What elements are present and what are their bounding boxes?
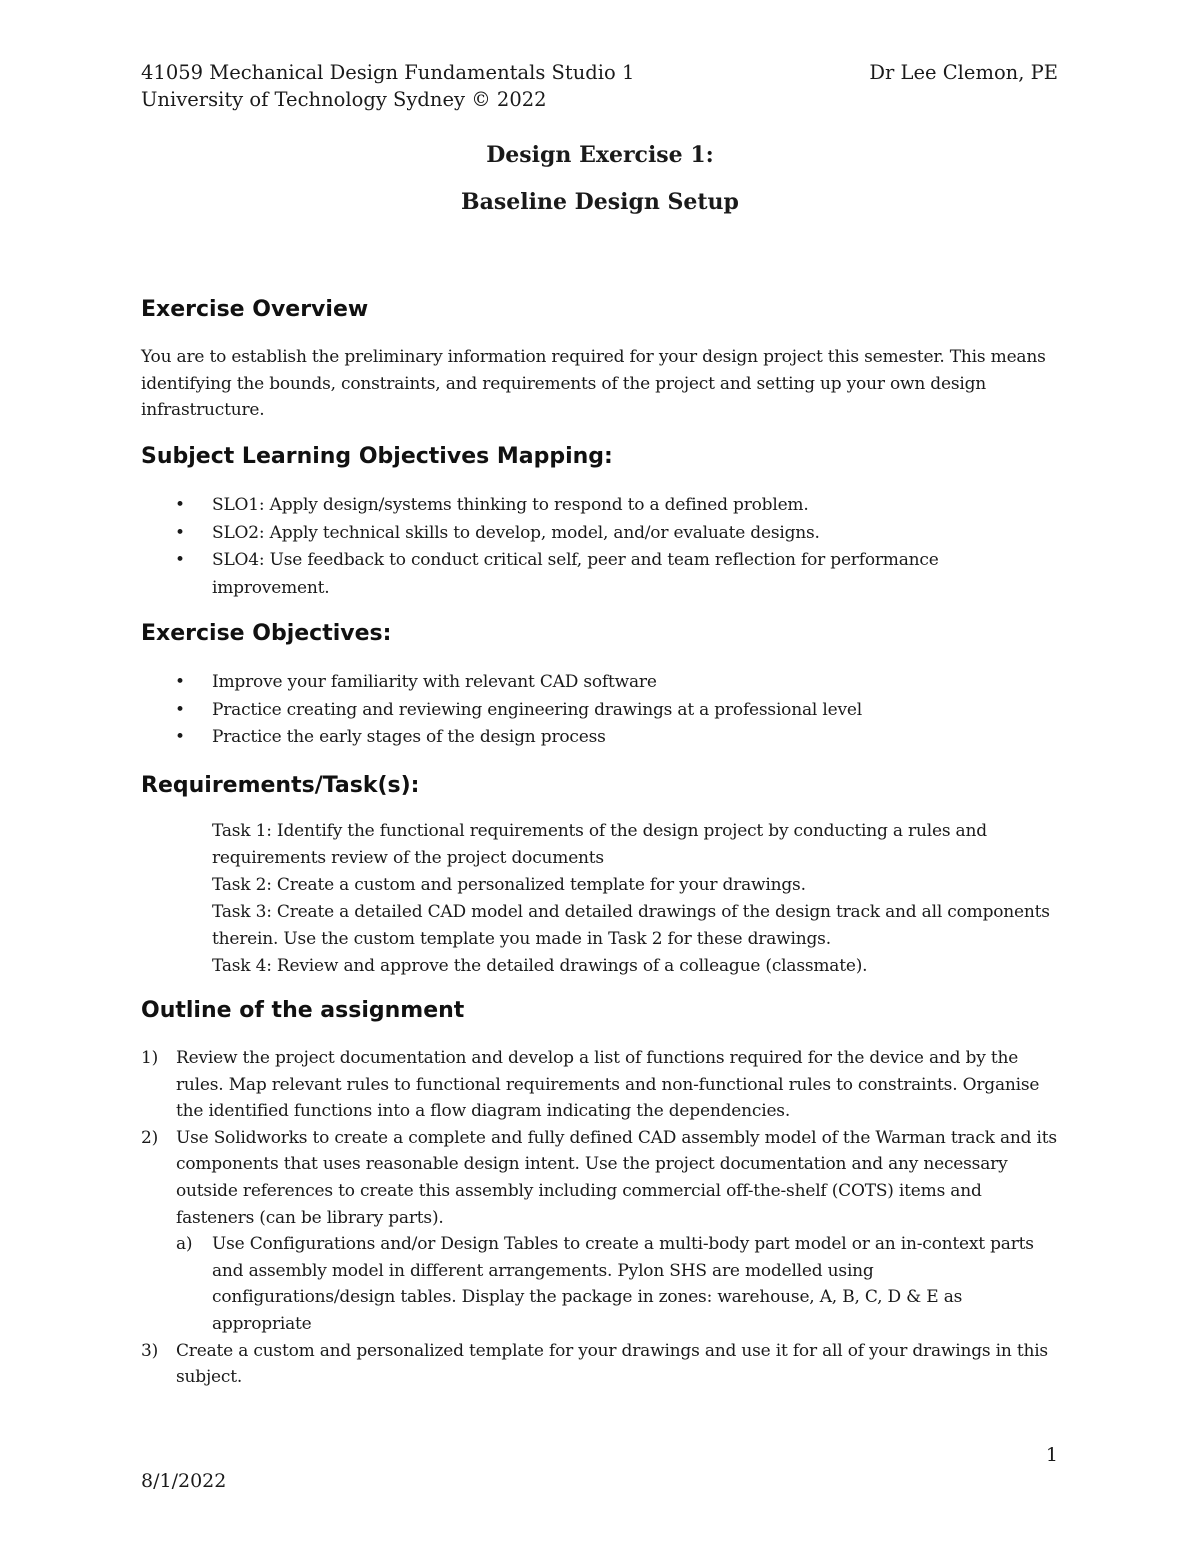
item-number: 3) xyxy=(141,1340,159,1361)
task-item: Task 3: Create a detailed CAD model and detailed drawings of the design track and all components therein. Use the custom template you made in Task 2 for these drawings. xyxy=(212,902,1050,949)
outline-sublist xyxy=(176,1231,1061,1337)
course-title: 41059 Mechanical Design Fundamentals Studio 1 xyxy=(141,61,635,84)
slo-list xyxy=(141,492,1061,602)
page-number: 1 xyxy=(1045,1444,1058,1466)
list-item: • SLO1: Apply design/systems thinking to respond to a defined problem. xyxy=(141,492,1061,520)
author-name: Dr Lee Clemon, PE xyxy=(869,61,1058,84)
document-title: Design Exercise 1: xyxy=(486,142,714,168)
item-number: 2) xyxy=(141,1127,159,1148)
item-text: Use Solidworks to create a complete and fully defined CAD assembly model of the Warman track and its components that uses reasonable design intent. Use the project documentation and any necessary outside references to create this assembly including commercial off-the-shelf (COTS) items and fasteners (can be library parts). xyxy=(176,1127,1057,1228)
bullet-icon: • xyxy=(175,495,185,515)
task-item: Task 1: Identify the functional requirements of the design project by conducting a rules and requirements review of the project documents xyxy=(212,821,987,868)
bullet-icon: • xyxy=(175,522,185,543)
list-item: • Practice creating and reviewing engineering drawings at a professional level xyxy=(141,697,1061,725)
document-subtitle: Baseline Design Setup xyxy=(461,189,739,215)
list-item: • Practice the early stages of the design process xyxy=(141,724,1061,752)
requirements-heading: Requirements/Task(s): xyxy=(141,773,420,798)
task-item: Task 4: Review and approve the detailed drawings of a colleague (classmate). xyxy=(212,956,868,976)
bullet-icon: • xyxy=(175,672,185,692)
item-text: Create a custom and personalized template for your drawings and use it for all of your drawings in this subject. xyxy=(176,1340,1048,1388)
outline-subitem xyxy=(176,1231,1061,1337)
item-number: 1) xyxy=(141,1048,159,1068)
bullet-icon: • xyxy=(175,727,185,747)
subitem-letter: a) xyxy=(176,1234,193,1255)
bullet-icon: • xyxy=(175,699,185,720)
subitem-text: Use Configurations and/or Design Tables to create a multi-body part model or an in-context parts and assembly model in different arrangements. Pylon SHS are modelled using configurations/design tables. Display the package in zones: warehouse, A, B, C, D & E as appropriate xyxy=(212,1234,1034,1334)
outline-item xyxy=(141,1045,1061,1125)
outline-heading: Outline of the assignment xyxy=(141,998,465,1023)
list-item: • SLO2: Apply technical skills to develop, model, and/or evaluate designs. xyxy=(141,520,1061,548)
bullet-icon: • xyxy=(175,550,185,570)
list-item: • SLO4: Use feedback to conduct critical self, peer and team reflection for performance improvement. xyxy=(141,547,1061,602)
overview-text: You are to establish the preliminary information required for your design project this semester. This means identifying the bounds, constraints, and requirements of the project and setting up your own design infrastructure. xyxy=(141,347,1046,420)
list-item: • Improve your familiarity with relevant CAD software xyxy=(141,669,1061,697)
overview-heading: Exercise Overview xyxy=(141,297,369,322)
outline-item xyxy=(141,1125,1061,1338)
slo-heading: Subject Learning Objectives Mapping: xyxy=(141,444,613,469)
objectives-list xyxy=(141,669,1061,752)
objectives-heading: Exercise Objectives: xyxy=(141,621,392,646)
item-text: Review the project documentation and develop a list of functions required for the device and by the rules. Map relevant rules to functional requirements and non-functional rules to constraints. Organise the identified functions into a flow diagram indicating the dependencies. xyxy=(176,1048,1040,1122)
outline-list xyxy=(141,1045,1061,1391)
task-list xyxy=(212,818,1062,980)
outline-item xyxy=(141,1338,1061,1391)
task-item: Task 2: Create a custom and personalized template for your drawings. xyxy=(212,875,806,895)
page-header-left xyxy=(141,59,634,113)
university-line: University of Technology Sydney © 2022 xyxy=(141,88,547,111)
footer-date: 8/1/2022 xyxy=(141,1470,227,1492)
